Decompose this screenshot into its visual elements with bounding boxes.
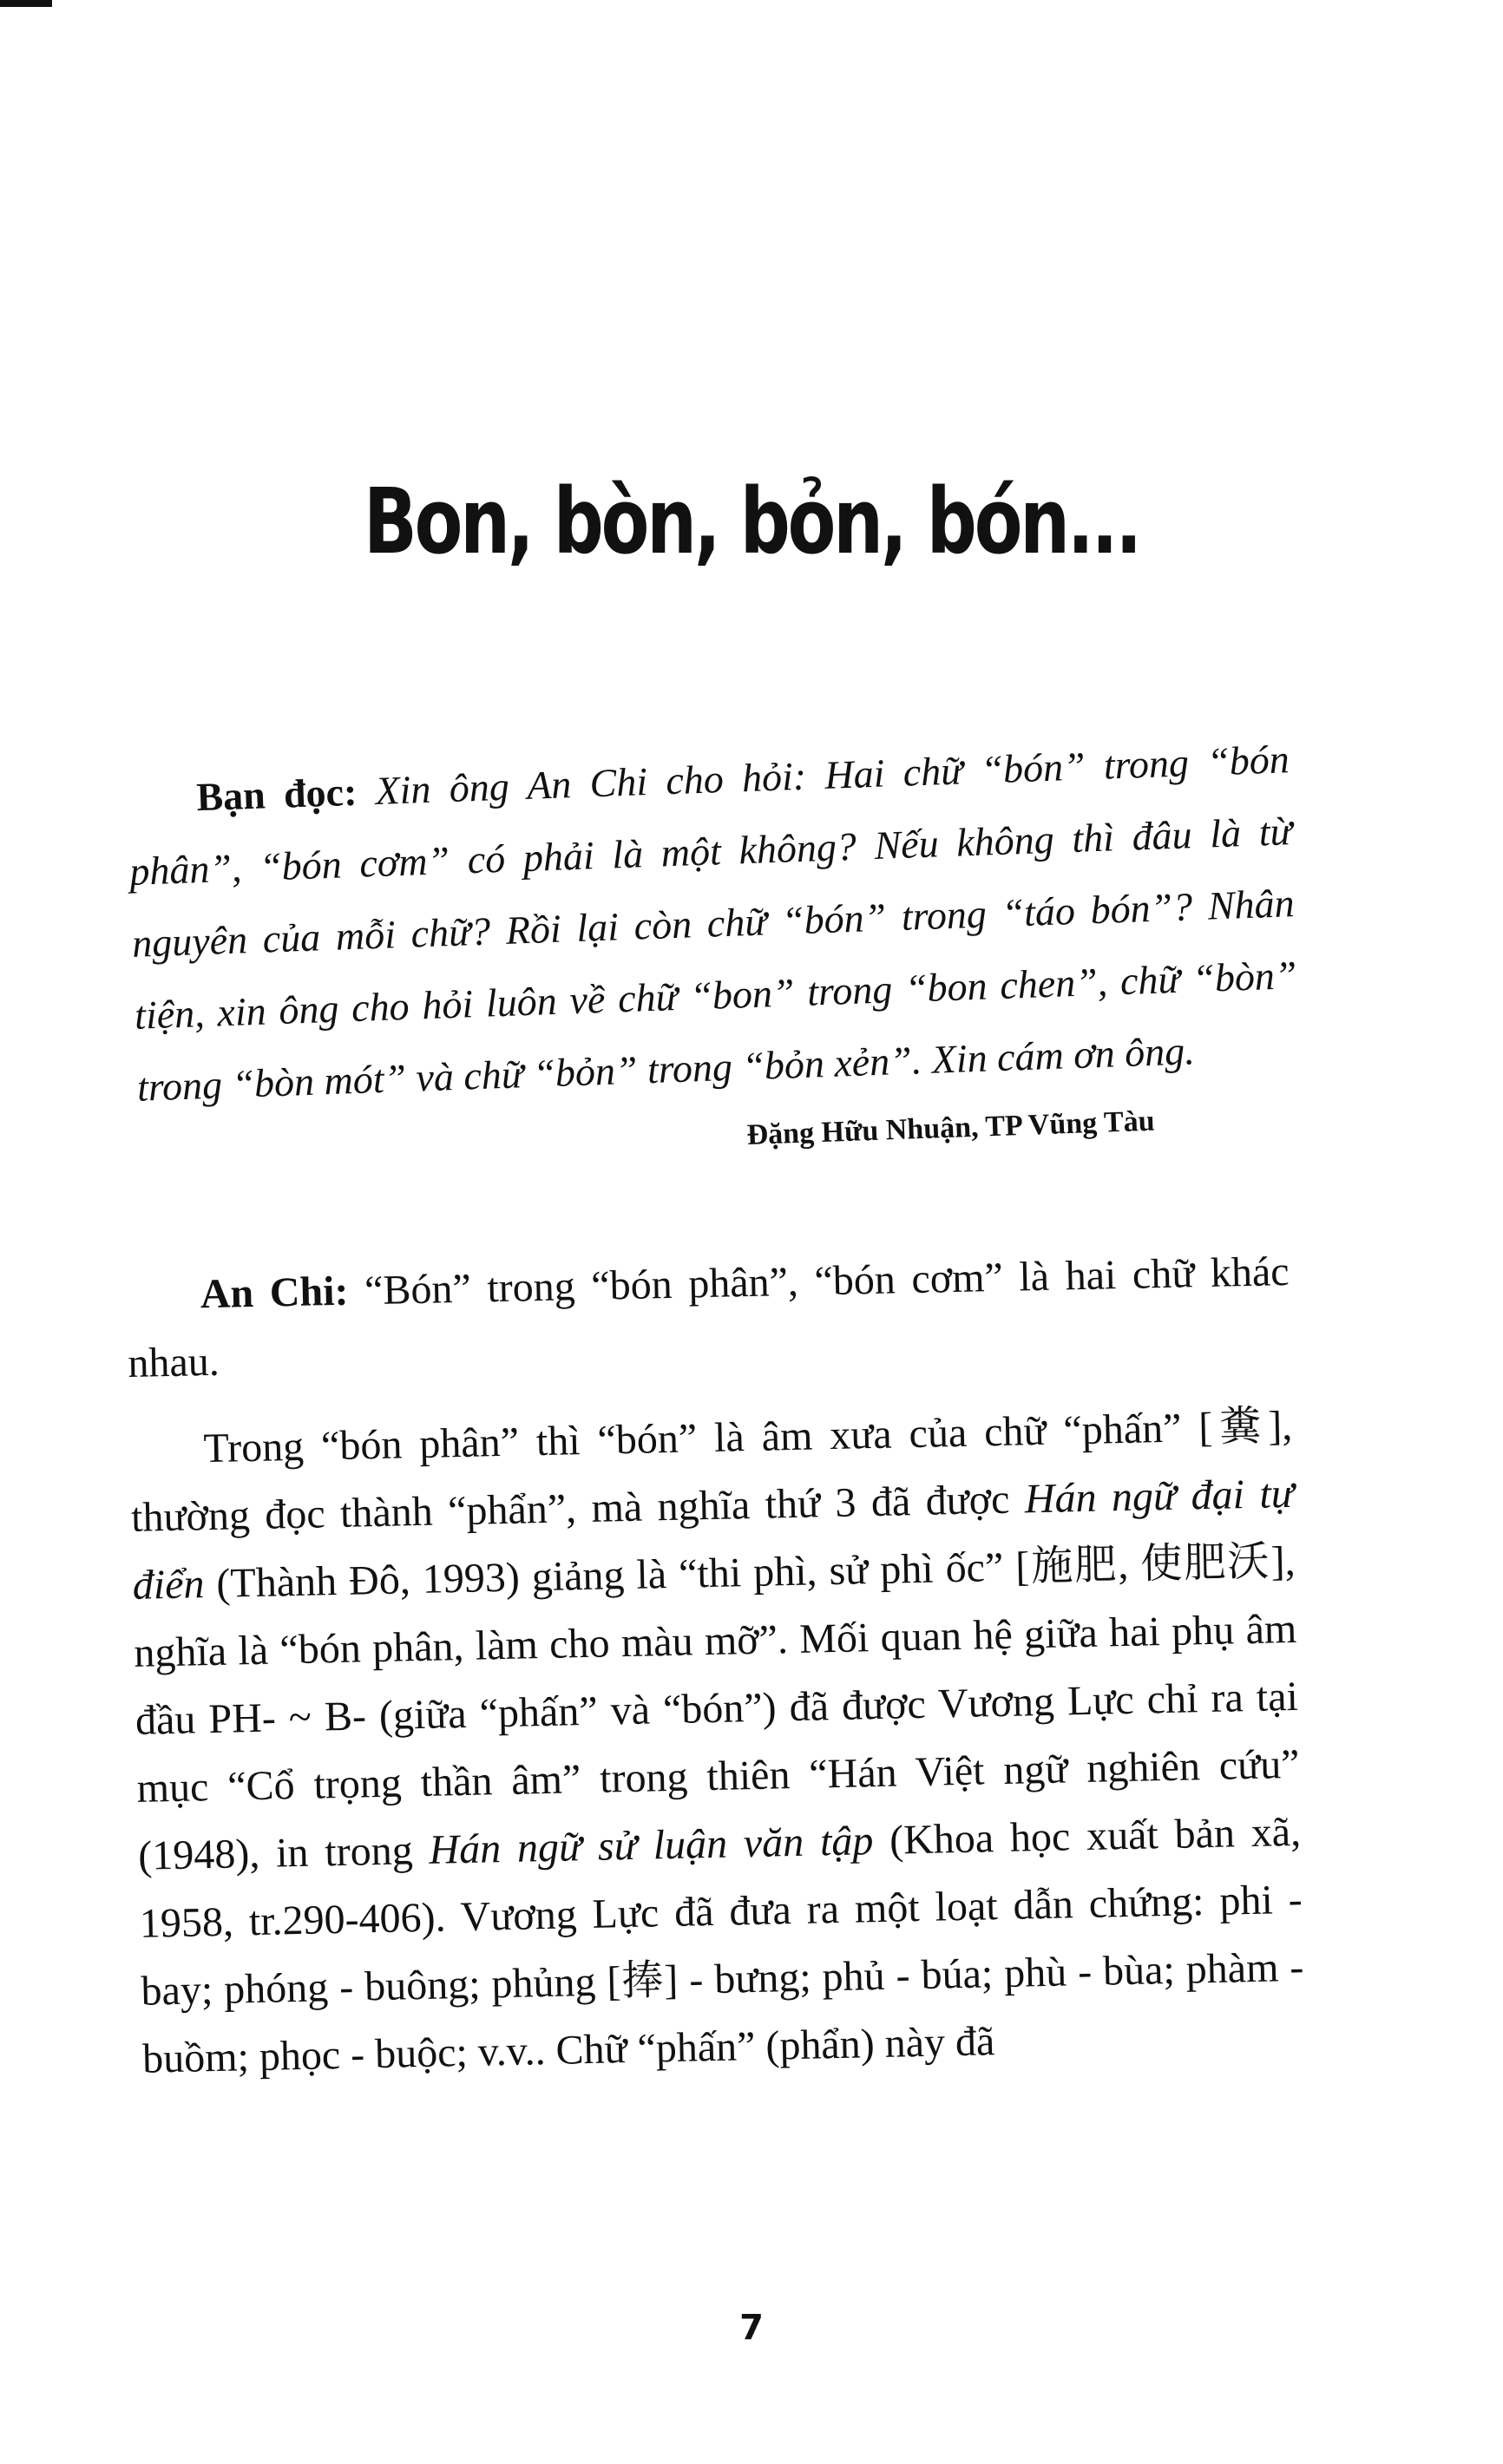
answer-lead: An Chi: <box>200 1268 350 1318</box>
answer-p2-seg3: (Khoa học xuất bản xã, 1958, tr.290-406). Vương Lực đã đưa ra một loạt dẫn chứng: phi - bay; phóng - buông; phủng [捧] - bưng; phủ - búa; phù - bùa; phàm - buồm; phọc - buộc; v.v.. Chữ “phấn” (phẩn) này đã <box>139 1808 1304 2082</box>
answer-paragraph-2 <box>129 1393 1306 2094</box>
answer-p2-seg1: Trong “bón phân” thì “bón” là âm xưa của chữ “phấn” [糞], thường đọc thành “phẩn”, mà nghĩa thứ 3 đã được <box>130 1402 1293 1541</box>
book-title-essays: Hán ngữ sử luận văn tập <box>428 1818 874 1873</box>
question-text: Xin ông An Chi cho hỏi: Hai chữ “bón” trong “bón phân”, “bón cơm” có phải là một không? Nếu không thì đâu là từ nguyên của mỗi chữ? Rồi lại còn chữ “bón” trong “táo bón”? Nhân tiện, xin ông cho hỏi luôn về chữ “bon” trong “bon chen”, chữ “bòn” trong “bòn mót” và chữ “bỏn” trong “bỏn xẻn”. Xin cám ơn ông. <box>128 737 1298 1110</box>
scan-edge-mark <box>0 0 52 7</box>
reader-signature: Đặng Hữu Nhuận, TP Vũng Tàu <box>746 1104 1156 1151</box>
answer-paragraph-1 <box>126 1238 1291 1398</box>
book-title-dictionary: Hán ngữ đại tự điển <box>132 1470 1295 1609</box>
answer-p1-text: “Bón” trong “bón phân”, “bón cơm” là hai chữ khác nhau. <box>127 1248 1290 1386</box>
author-answer <box>126 1238 1306 2113</box>
question-lead: Bạn đọc: <box>195 769 358 820</box>
answer-p2-seg2: (Thành Đô, 1993) giảng là “thi phì, sử phì ốc” [施肥, 使肥沃], nghĩa là “bón phân, làm cho màu mỡ”. Mối quan hệ giữa hai phụ âm đầu PH- ~ B- (giữa “phấn” và “bón”) đã được Vương Lực chỉ ra tại mục “Cổ trọng thần âm” trong thiên “Hán Việt ngữ nghiên cứu” (1948), in trong <box>133 1537 1300 1879</box>
chapter-title: Bon, bòn, bỏn, bón... <box>363 469 1140 574</box>
reader-question <box>126 723 1301 1124</box>
page-number: 7 <box>739 2308 764 2348</box>
